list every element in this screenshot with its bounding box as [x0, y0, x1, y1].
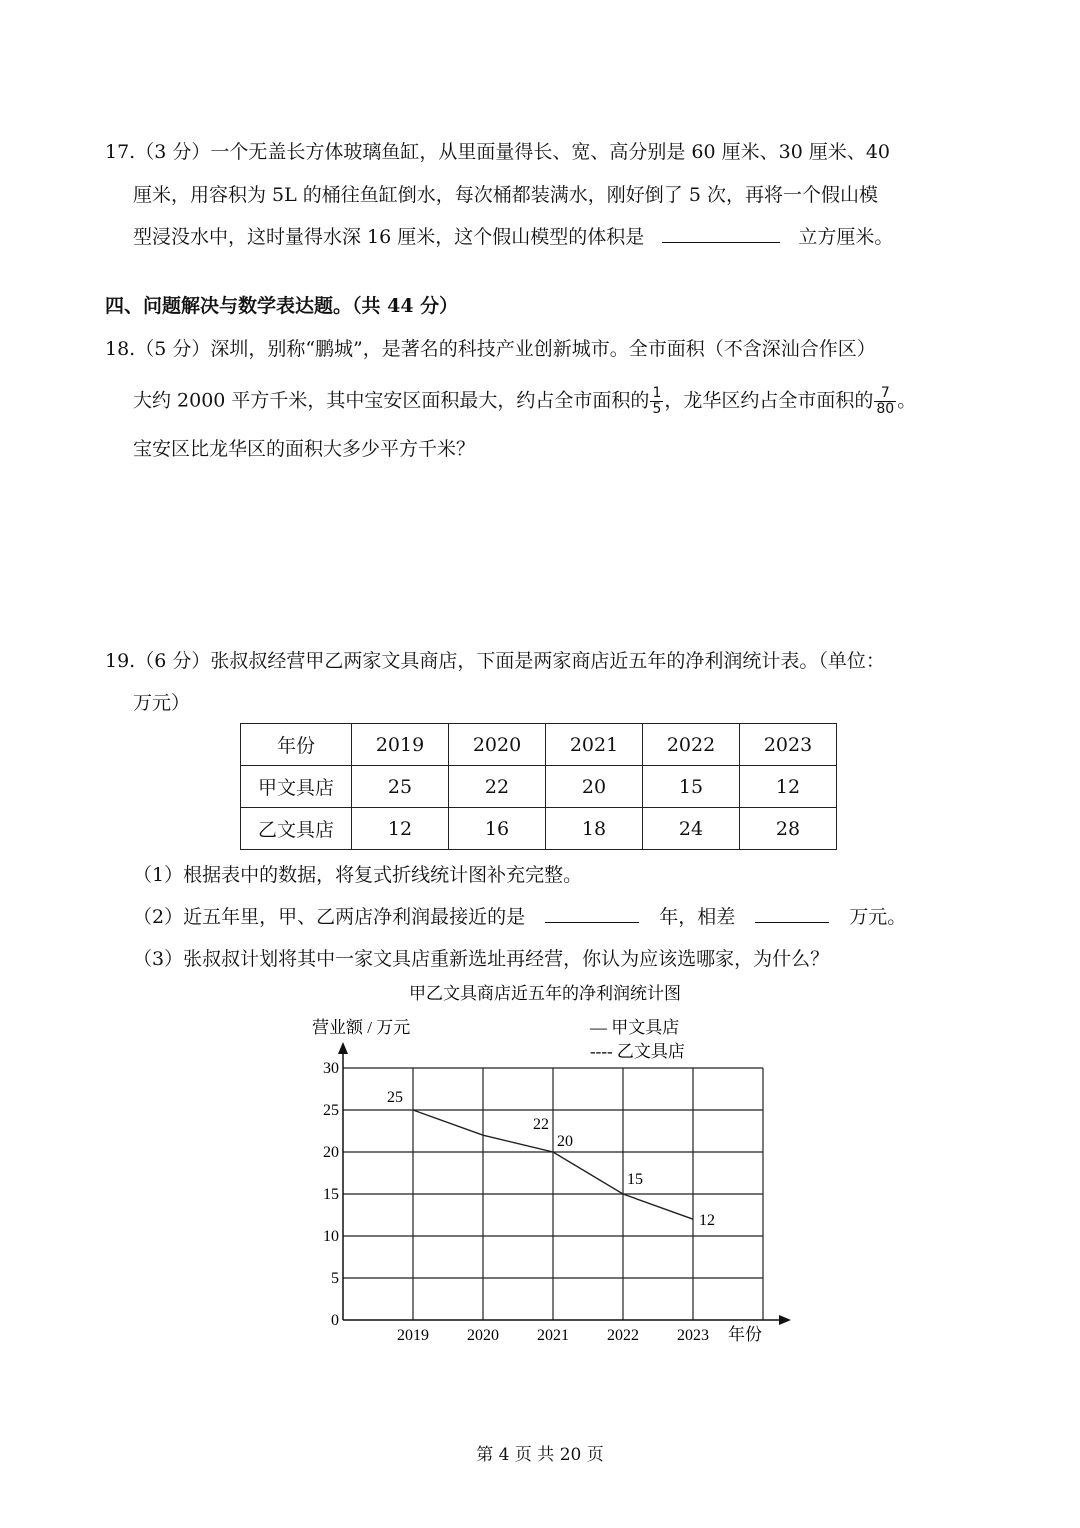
table-cell: 2022 [643, 724, 740, 766]
table-cell: 25 [352, 766, 449, 808]
table-cell: 甲文具店 [241, 766, 352, 808]
y-axis-label: 营业额 / 万元 [312, 1018, 411, 1037]
x-tick-label: 2021 [537, 1327, 569, 1344]
q18-line-2-text-c: 。 [897, 389, 917, 412]
fraction-2-denominator: 80 [876, 401, 895, 417]
table-cell: 24 [643, 808, 740, 850]
q19-line-1: 19.（6 分）张叔叔经营甲乙两家文具商店，下面是两家商店近五年的净利润统计表。（单位： [105, 650, 885, 672]
q17-unit: 立方厘米。 [798, 226, 894, 248]
q18-line-2-text-a: 大约 2000 平方千米，其中宝安区面积最大，约占全市面积的 [133, 389, 650, 412]
q19-sub-3: （3）张叔叔计划将其中一家文具店重新选址再经营，你认为应该选哪家，为什么？ [133, 948, 830, 970]
section-4-title: 四、问题解决与数学表达题。（共 44 分） [105, 295, 459, 317]
q17-line-1: 17.（3 分）一个无盖长方体玻璃鱼缸，从里面量得长、宽、高分别是 60 厘米、30 厘米、40 [105, 141, 890, 163]
fraction-2-numerator: 7 [874, 386, 896, 402]
q19-sub-2-text-c: 万元。 [849, 906, 907, 928]
q17-line-3-text: 型浸没水中，这时量得水深 16 厘米，这个假山模型的体积是 [133, 226, 645, 248]
q19-sub-1: （1）根据表中的数据，将复式折线统计图补充完整。 [133, 864, 583, 886]
table-cell: 2021 [546, 724, 643, 766]
table-cell: 年份 [241, 724, 352, 766]
q18-line-2-text-b: ，龙华区约占全市面积的 [664, 389, 874, 412]
fraction-1-denominator: 5 [652, 401, 662, 417]
q19-sub-2-text-a: （2）近五年里，甲、乙两店净利润最接近的是 [133, 906, 526, 928]
q18-line-3: 宝安区比龙华区的面积大多少平方千米？ [133, 438, 476, 460]
data-label: 25 [387, 1089, 403, 1106]
x-tick-label: 2023 [677, 1327, 709, 1344]
y-tick-label: 10 [323, 1228, 339, 1245]
page-footer: 第 4 页 共 20 页 [476, 1445, 604, 1465]
table-cell: 15 [643, 766, 740, 808]
fraction-1-numerator: 1 [652, 385, 662, 401]
legend-entry-yi: ---- 乙文具店 [590, 1042, 685, 1061]
table-header-row [241, 724, 837, 766]
data-label: 12 [699, 1212, 715, 1230]
y-tick-label: 30 [323, 1060, 339, 1077]
q17-line-2: 厘米，用容积为 5L 的桶往鱼缸倒水，每次桶都装满水，刚好倒了 5 次，再将一个假山模 [133, 184, 878, 206]
x-tick-label: 2019 [397, 1327, 429, 1344]
data-label: 22 [533, 1116, 549, 1134]
x-tick-label: 2020 [467, 1327, 499, 1344]
y-tick-label: 0 [331, 1312, 339, 1329]
fraction-one-fifth [650, 386, 663, 417]
table-cell: 2023 [740, 724, 837, 766]
q18-line-1: 18.（5 分）深圳，别称“鹏城”，是著名的科技产业创新城市。全市面积（不含深汕合作区） [105, 338, 876, 360]
x-tick-label: 2022 [607, 1327, 639, 1344]
table-cell: 乙文具店 [241, 808, 352, 850]
table-cell: 20 [546, 766, 643, 808]
profit-table [240, 723, 837, 850]
table-cell: 22 [449, 766, 546, 808]
q19-difference-blank[interactable] [755, 904, 829, 923]
table-row [241, 808, 837, 850]
chart-title: 甲乙文具商店近五年的净利润统计图 [409, 984, 681, 1003]
table-cell: 12 [352, 808, 449, 850]
q17-line-3 [133, 224, 893, 250]
q19-sub-2 [133, 904, 906, 930]
q19-year-blank[interactable] [545, 904, 639, 923]
q19-sub-2-text-b: 年，相差 [659, 906, 736, 928]
table-cell: 18 [546, 808, 643, 850]
q19-line-2: 万元） [133, 692, 191, 714]
table-row [241, 766, 837, 808]
y-tick-label: 15 [323, 1186, 339, 1203]
table-cell: 28 [740, 808, 837, 850]
table-cell: 2019 [352, 724, 449, 766]
y-tick-label: 25 [323, 1102, 339, 1119]
table-cell: 16 [449, 808, 546, 850]
fraction-seven-eightieths [874, 386, 896, 417]
y-tick-label: 5 [331, 1270, 339, 1287]
data-label: 20 [557, 1133, 573, 1150]
q18-line-2 [133, 386, 916, 417]
legend-entry-jia: — 甲文具店 [590, 1018, 680, 1037]
profit-line-chart [0, 976, 1080, 1356]
y-axis-arrow-icon [338, 1042, 348, 1054]
table-cell: 12 [740, 766, 837, 808]
x-axis-arrow-icon [779, 1315, 791, 1325]
table-cell: 2020 [449, 724, 546, 766]
data-label: 15 [627, 1171, 643, 1188]
q17-answer-blank[interactable] [662, 224, 780, 243]
x-axis-label: 年份 [728, 1325, 762, 1344]
y-tick-label: 20 [323, 1144, 339, 1161]
